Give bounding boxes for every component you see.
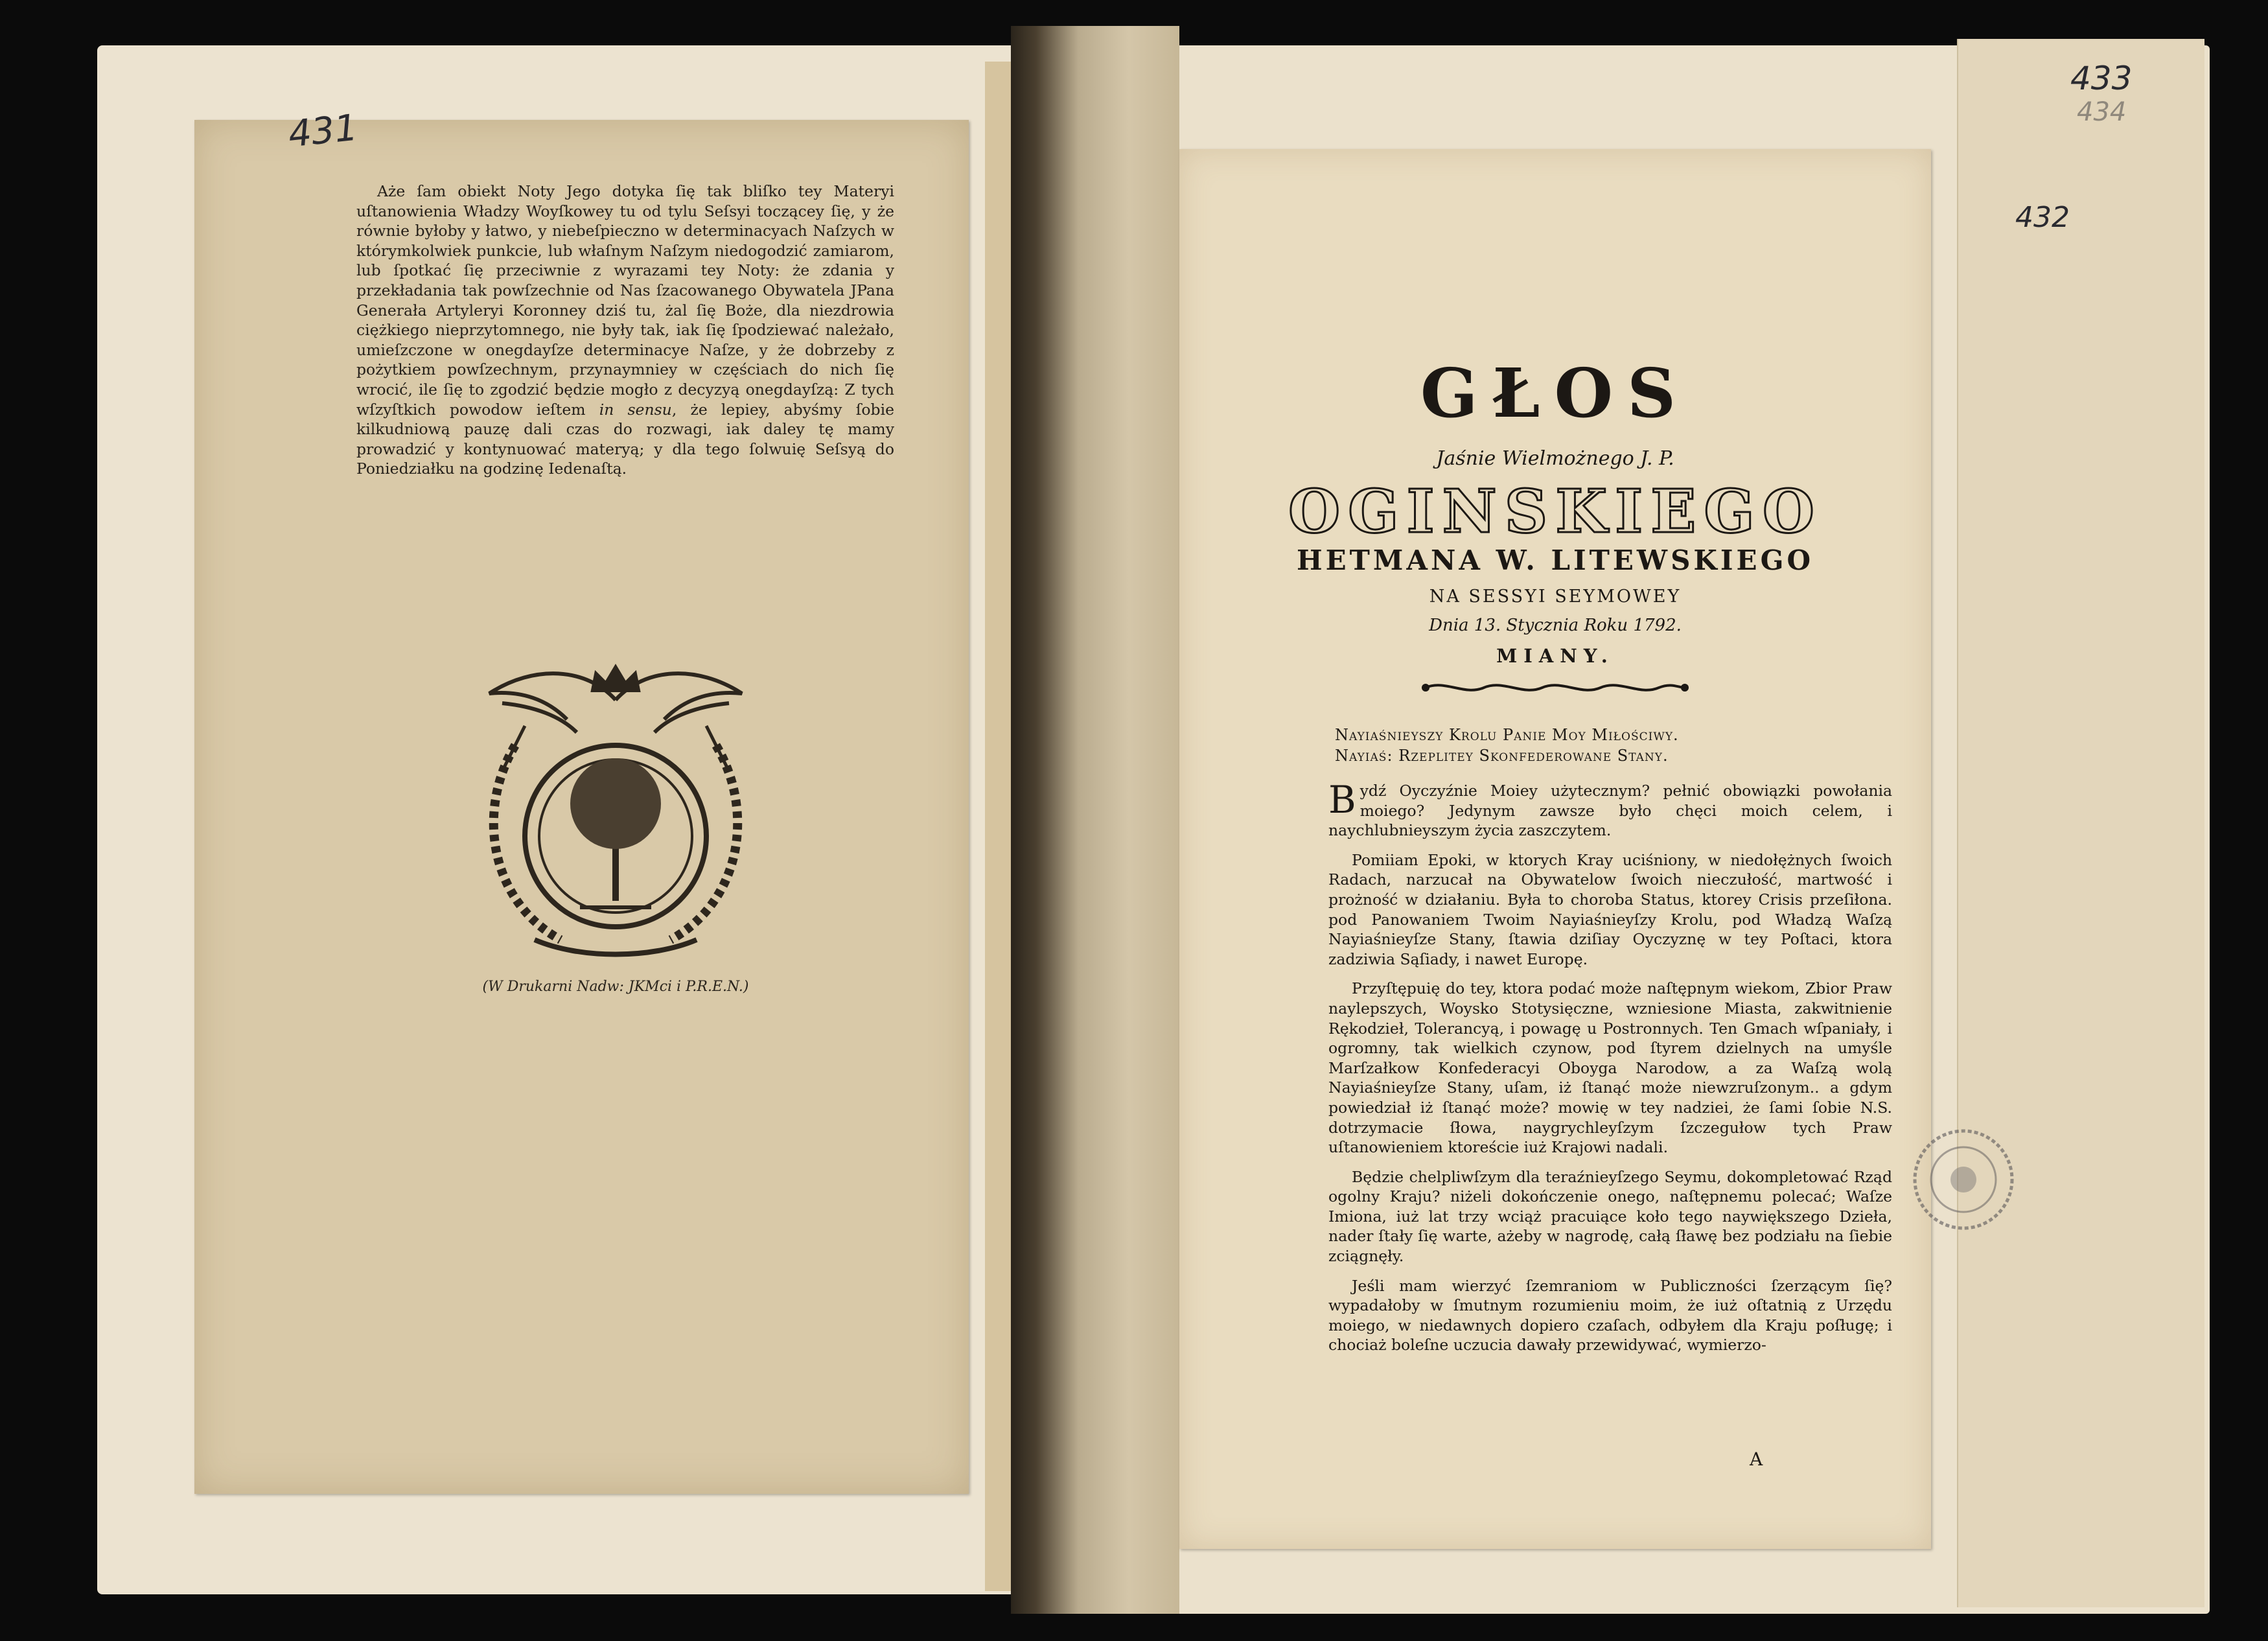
ornamental-divider-icon [1419, 679, 1691, 696]
author-name: OGINSKIEGO [1288, 476, 1823, 546]
library-stamp-icon [1908, 1124, 2019, 1235]
folio-number-right-mid: 432 [2015, 201, 2070, 234]
folio-number-right-faint: 434 [2077, 97, 2127, 127]
drop-cap: B [1328, 778, 1356, 822]
paragraph-5: Jeśli mam wierzyć ſzemraniom w Publiczności ſzerzącym ſię? wypadałoby w ſmutnym rozumieniu moim, że iuż oſtatnią z Urzędu moiego, w niedawnych dopiero czaſach, odbyłem dla Kraju poſługę; i chociaż boleſne uczucia dawały przewidywać, wymierzo- [1328, 1276, 1892, 1355]
document-title: GŁOS [1420, 353, 1691, 433]
printer-imprint: (W Drukarni Nadw: JKMci i P.R.E.N.) [482, 979, 749, 995]
binding-strip [985, 62, 1011, 1591]
session-line: NA SESSYI SEYMOWEY [1429, 587, 1682, 607]
right-page-body [1328, 778, 1892, 1365]
folio-number-right-top: 433 [2070, 60, 2133, 97]
address-line-estates: Nayiaś: Rzeplitey Skonfederowane Stany. [1335, 747, 1669, 765]
paragraph-4: Będzie chelpliwſzym dla teraźnieyſzego Seymu, dokompletować Rząd ogolny Kraju? niżeli dokończenie onego, naſtępnemu polecać; Waſze Imiona, iuż lat trzy wciąż pracuiące koło tego naywiększego Dzieła, nader ſtały ſię warte, ażeby w nagrodę, całą ſławę bez podziału na ſiebie zciągnęły. [1328, 1167, 1892, 1266]
underlying-sheet [1957, 39, 2204, 1607]
date-line: Dnia 13. Stycznia Roku 1792. [1429, 616, 1682, 635]
book-gutter [1011, 26, 1179, 1614]
author-office: HETMANA W. LITEWSKIEGO [1296, 544, 1814, 576]
document-subtitle: Jaśnie Wielmożnego J. P. [1436, 447, 1674, 470]
folio-number-left: 431 [286, 106, 360, 156]
paragraph-1: Bydź Oyczyźnie Moiey użytecznym? pełnić obowiązki powołania moiego? Jedynym zawsze było chęci moich celem, i naychlubnieyszym życia zaszczytem. [1328, 778, 1892, 840]
left-page-paragraph: Aże ſam obiekt Noty Jego dotyka ſię tak bliſko tey Materyi uſtanowienia Władzy Woyſkowey tu od tylu Seſsyi toczącey ſię, y że równie byłoby y łatwo, y niebeſpieczno w determinacyach Naſzych w którymkolwiek punkcie, lub właſnym Naſzym niedogodzić zamiarom, lub ſpotkać ſię przeciwnie z wyrazami tey Noty: że zdania y przekładania tak powſzechnie od Nas ſzacowanego Obywatela JPana Generała Artyleryi Koronney dziś tu, żal ſię Boże, dla niezdrowia ciężkiego nieprzytomnego, nie były tak, iak ſię ſpodziewać należało, umieſzczone w onegdayſze determinacye Naſze, y że dobrzeby z pożytkiem powſzechnym, przynaymniey w częściach do nich ſię wrocić, ile ſię to zgodzić będzie mogło z decyzyą onegdayſzą: Z tych wſzyſtkich powodow ieſtem in sensu, że lepiey, abyśmy ſobie kilkudniową pauzę dali czas do rozwagi, iak daley tę mamy prowadzić y kontynuować materyą; y dla tego ſolwuię Seſsyą do Poniedziałku na godzinę Iedenaſtą. [356, 182, 895, 478]
paragraph-2: Pomiiam Epoki, w ktorych Kray uciśniony, w niedołężnych ſwoich Radach, narzucał na Obywatelow ſwoich nieczułość, martwość i prożność w działaniu. Była to choroba Status, ktorey Crisis przeſiłona. pod Panowaniem Twoim Nayiaśnieyſzy Krolu, pod Władzą Waſzą Nayiaśnieyſze Stany, ſtawia dziſiay Oyczyznę w tey Poſtaci, ktora zadziwia Sąſiady, i nawet Europę. [1328, 850, 1892, 968]
signature-mark: A [1750, 1449, 1763, 1470]
coat-of-arms-icon [463, 655, 768, 972]
paragraph-3: Przyſtępuię do tey, ktora podać może naſtępnym wiekom, Zbior Praw naylepszych, Woysko Stotysięczne, wzniesione Miasta, zakwitnienie Rękodzieł, Tolerancyą, i powagę u Postronnych. Ten Gmach wſpaniały, i ogromny, tak wielkich czynow, pod ſtyrem dzielnych na umyśle Marſzałkow Konfederacyi Oboyga Narodow, a za Waſzą wolą Nayiaśnieyſze Stany, uſam, iż ſtanąć może niewzruſzonym.. a gdym powiedział iż ſtanąć może? mowię w tey nadziei, że ſami ſobie N.S. dotrzymacie ſłowa, naygrychleyſzym ſzczegułow tych Praw uſtanowieniem ktoreście iuż Krajowi nadali. [1328, 979, 1892, 1157]
left-page-body [356, 181, 894, 479]
address-line-king: Nayiaśnieyszy Krolu Panie Moy Miłościwy. [1335, 726, 1679, 744]
delivered-line: MIANY. [1496, 645, 1614, 667]
